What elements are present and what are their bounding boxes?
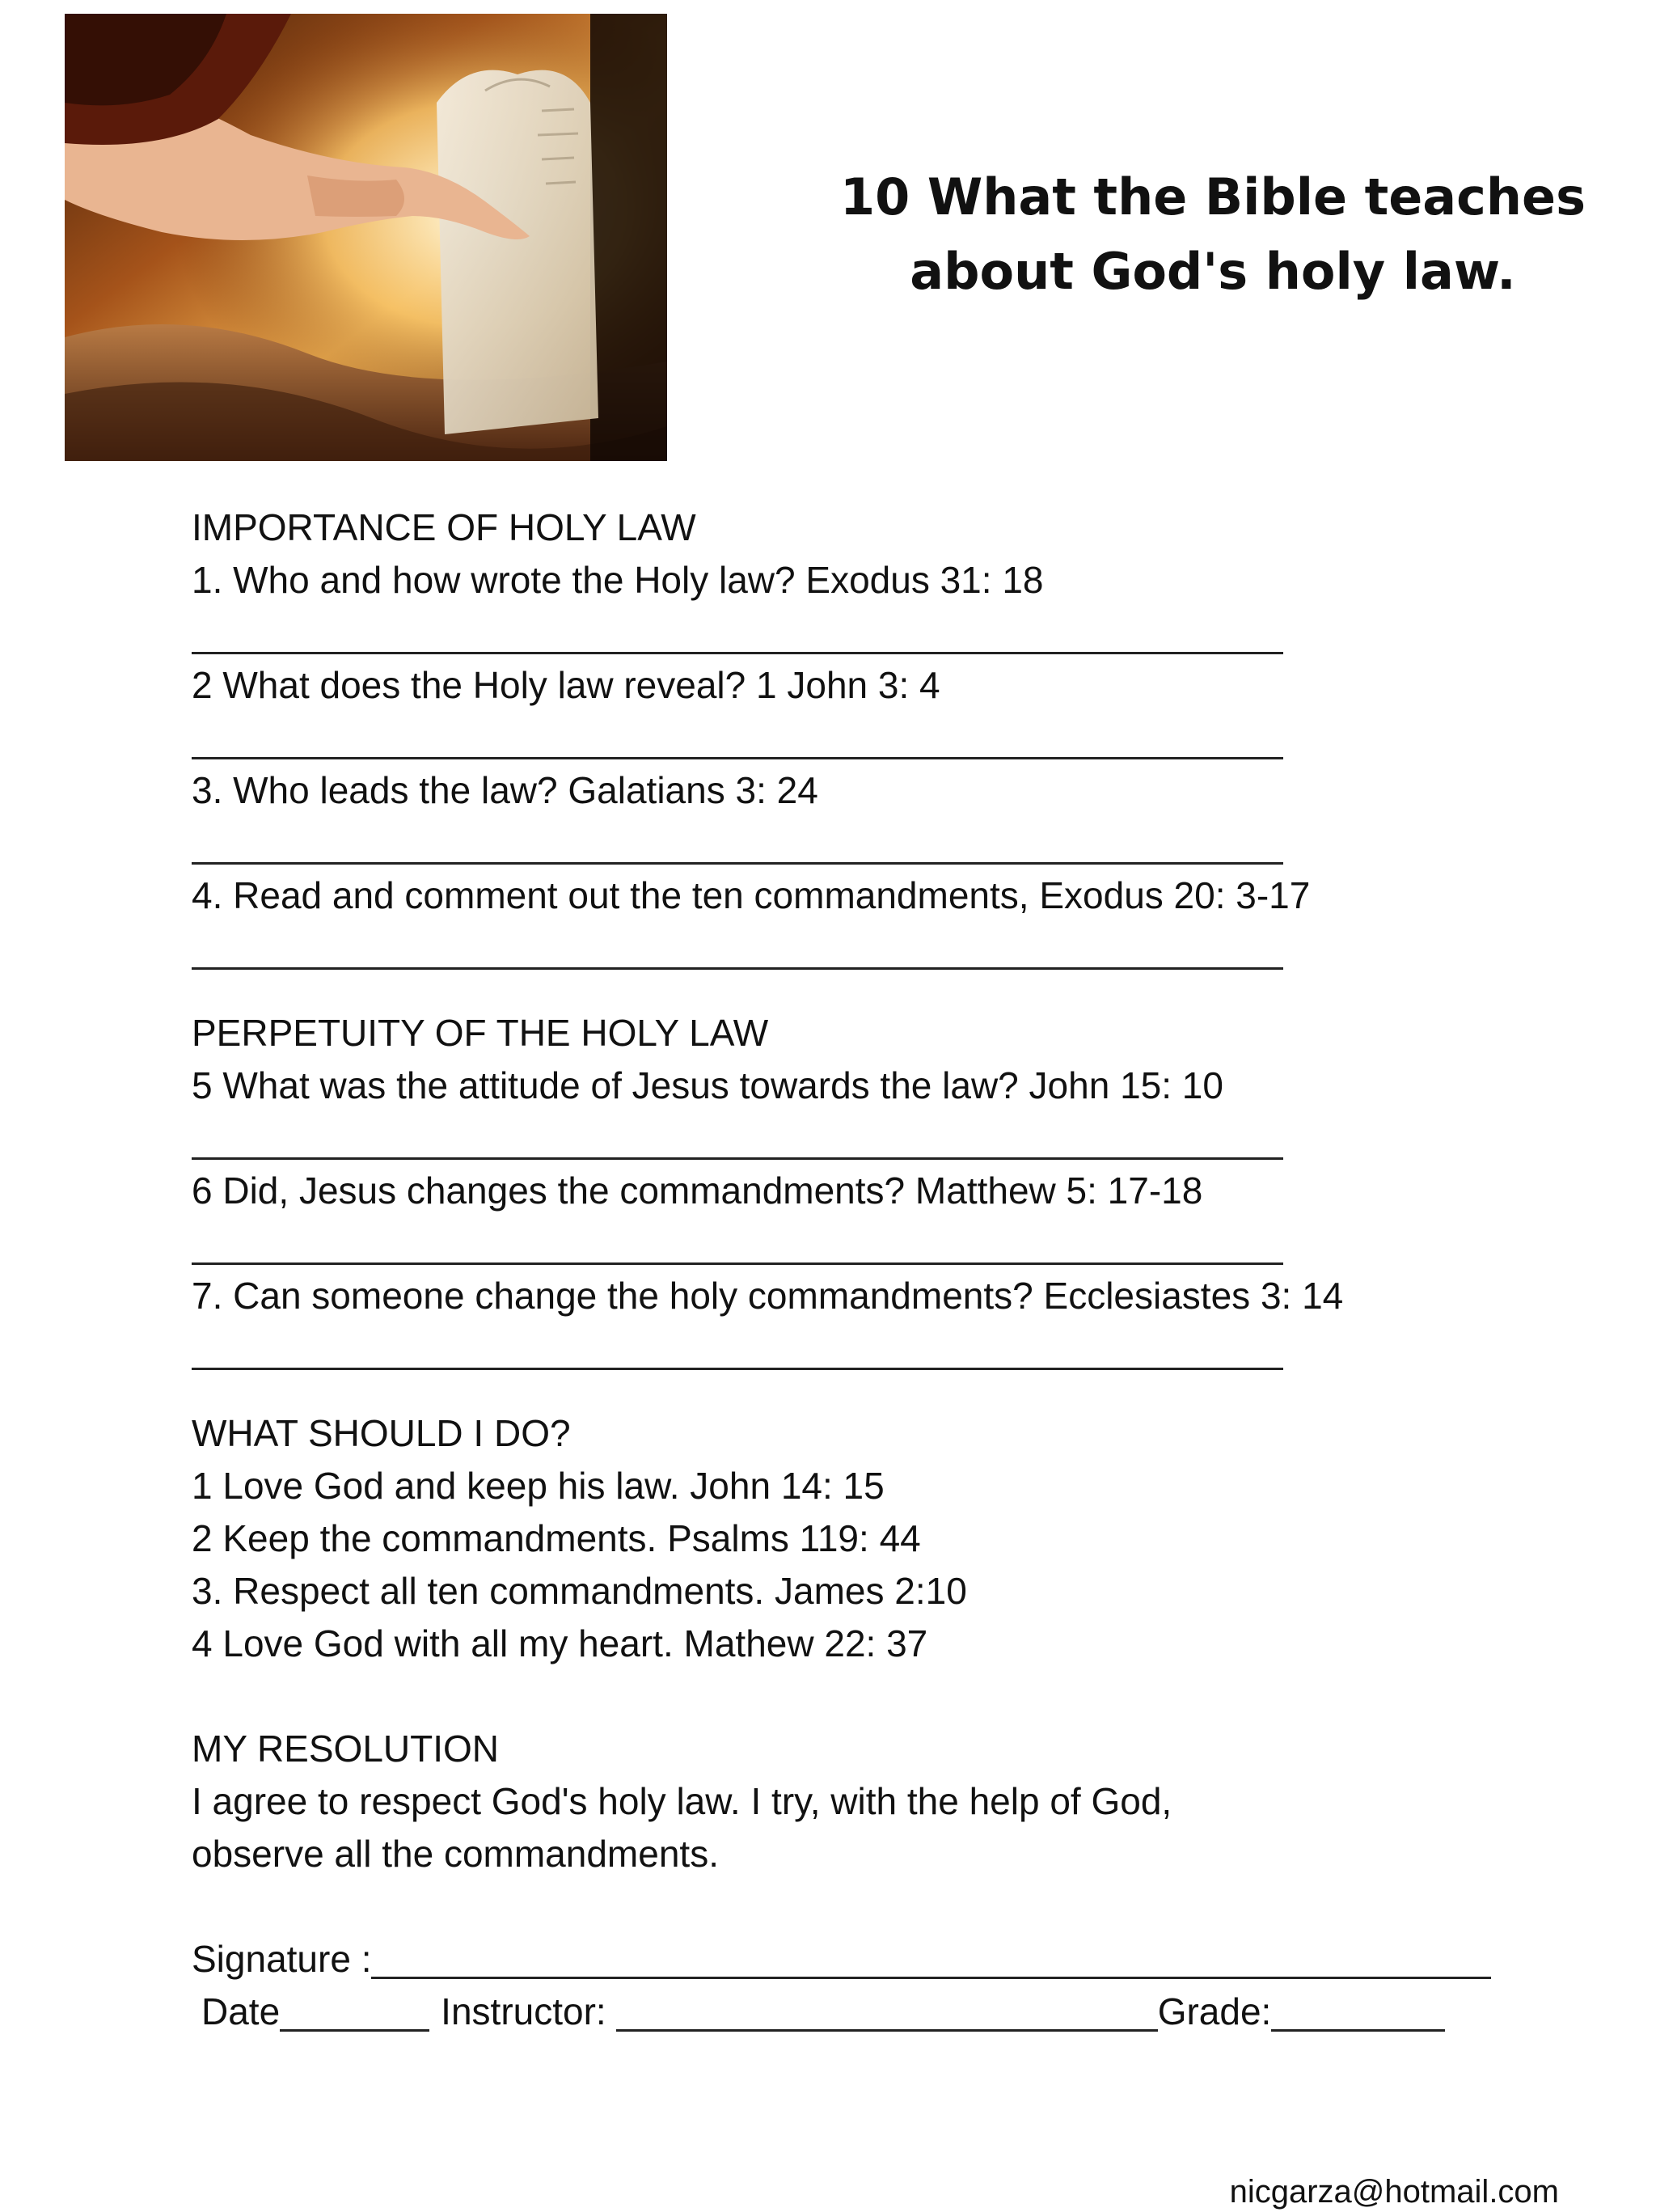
instructor-label: Instructor: (441, 1990, 606, 2032)
signature-row (192, 1933, 1566, 1986)
question-3: 3. Who leads the law? Galatians 3: 24 (192, 769, 818, 811)
grade-field[interactable] (1271, 1989, 1445, 2032)
question-4: 4. Read and comment out the ten commandments, Exodus 20: 3-17 (192, 874, 1311, 916)
answer-line-1[interactable] (192, 602, 1283, 654)
date-label: Date (201, 1990, 281, 2032)
signature-field[interactable] (371, 1936, 1491, 1979)
question-1: 1. Who and how wrote the Holy law? Exodus 31: 18 (192, 559, 1044, 601)
section-heading-perpetuity: PERPETUITY OF THE HOLY LAW (192, 1012, 769, 1054)
worksheet-body (192, 501, 1566, 2038)
section-heading-what-should-i-do: WHAT SHOULD I DO? (192, 1412, 571, 1454)
resolution-line-2: observe all the commandments. (192, 1833, 719, 1875)
action-item-3: 3. Respect all ten commandments. James 2:10 (192, 1570, 967, 1612)
question-7: 7. Can someone change the holy commandments? Ecclesiastes 3: 14 (192, 1275, 1344, 1317)
question-6: 6 Did, Jesus changes the commandments? Matthew 5: 17-18 (192, 1169, 1203, 1212)
signature-label: Signature : (192, 1938, 372, 1980)
date-field[interactable] (280, 1989, 429, 2032)
answer-line-4[interactable] (192, 917, 1283, 970)
title-line-1: 10 What the Bible teaches (839, 167, 1586, 226)
action-item-4: 4 Love God with all my heart. Mathew 22: 37 (192, 1622, 928, 1664)
answer-line-2[interactable] (192, 707, 1283, 759)
worksheet-title (825, 160, 1601, 309)
answer-line-7[interactable] (192, 1317, 1283, 1370)
title-line-2: about God's holy law. (910, 242, 1516, 301)
answer-line-3[interactable] (192, 812, 1283, 865)
question-2: 2 What does the Holy law reveal? 1 John 3: 4 (192, 664, 940, 706)
action-item-1: 1 Love God and keep his law. John 14: 15 (192, 1465, 885, 1507)
answer-line-5[interactable] (192, 1107, 1283, 1160)
section-heading-importance: IMPORTANCE OF HOLY LAW (192, 506, 696, 548)
hand-writing-tablet-image (65, 14, 667, 461)
question-5: 5 What was the attitude of Jesus towards the law? John 15: 10 (192, 1064, 1223, 1106)
contact-email: nicgarza@hotmail.com (1229, 2174, 1559, 2210)
ten-commandments-illustration (65, 14, 667, 461)
action-item-2: 2 Keep the commandments. Psalms 119: 44 (192, 1517, 921, 1559)
section-heading-resolution: MY RESOLUTION (192, 1728, 499, 1770)
resolution-line-1: I agree to respect God's holy law. I try, with the help of God, (192, 1780, 1172, 1822)
grade-label: Grade: (1157, 1990, 1272, 2032)
instructor-field[interactable] (616, 1989, 1158, 2032)
date-instructor-grade-row (192, 1986, 1566, 2038)
answer-line-6[interactable] (192, 1212, 1283, 1265)
